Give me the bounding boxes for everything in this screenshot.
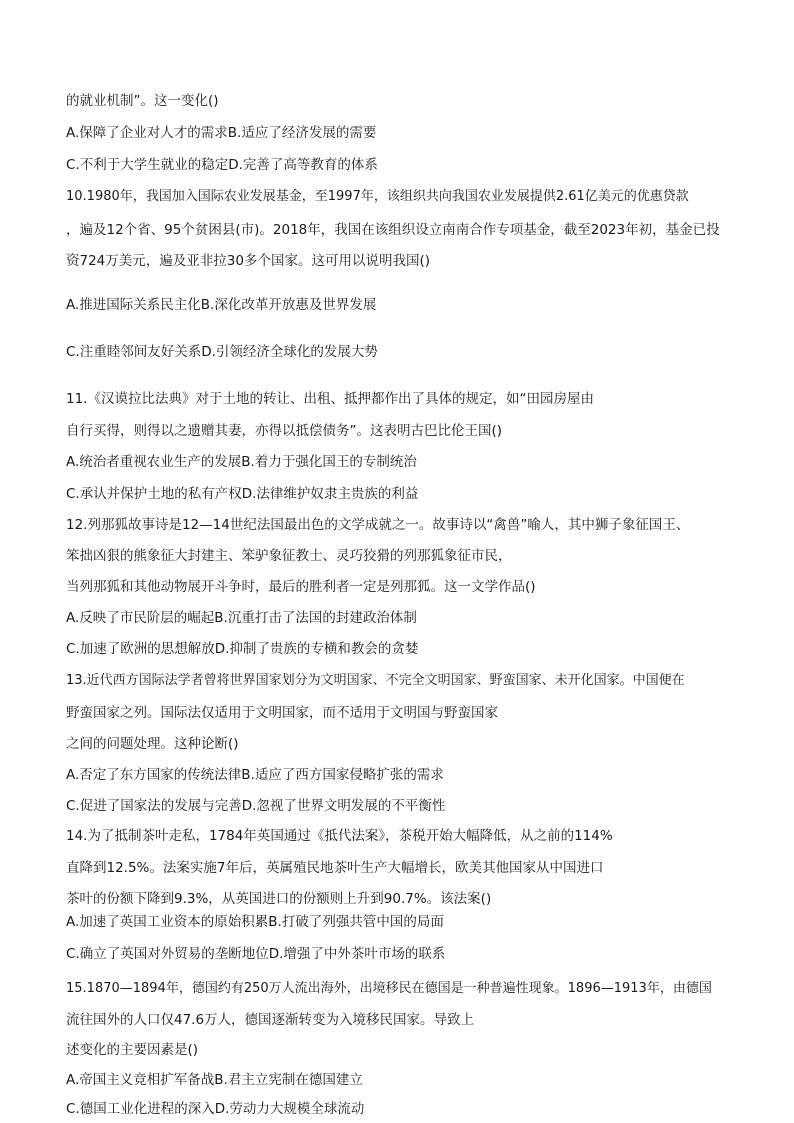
- q10-options-ab: A.推进国际关系民主化B.深化改革开放惠及世界发展: [66, 297, 377, 313]
- q15-stem-line2: 流往国外的人口仅47.6万人，德国逐渐转变为入境移民国家。导致上: [66, 1012, 475, 1028]
- q10-stem-line3: 资724万美元，遍及亚非拉30多个国家。这可用以说明我国(): [66, 253, 430, 269]
- q14-options-ab: A.加速了英国工业资本的原始积累B.打破了列强共管中国的局面: [66, 914, 444, 930]
- q14-options-cd: C.确立了英国对外贸易的垄断地位D.增强了中外茶叶市场的联系: [66, 946, 446, 962]
- q14-stem-line3: 茶叶的份额下降到9.3%，从英国进口的份额则上升到90.7%。该法案(): [66, 891, 492, 907]
- q9-stem-end: 的就业机制”。这一变化(): [66, 93, 219, 109]
- q10-stem-line2: ，遍及12个省、95个贫困县(市)。2018年，我国在该组织设立南南合作专项基金，截至2023年初，基金已投: [66, 222, 720, 238]
- q13-options-cd: C.促进了国家法的发展与完善D.忽视了世界文明发展的不平衡性: [66, 798, 446, 814]
- q11-options-ab: A.统治者重视农业生产的发展B.着力于强化国王的专制统治: [66, 454, 417, 470]
- q11-options-cd: C.承认并保护土地的私有产权D.法律维护奴隶主贵族的利益: [66, 486, 419, 502]
- q15-options-cd: C.德国工业化进程的深入D.劳动力大规模全球流动: [66, 1101, 365, 1117]
- q12-options-cd: C.加速了欧洲的思想解放D.抑制了贵族的专横和教会的贪婪: [66, 641, 419, 657]
- q10-stem-line1: 10.1980年，我国加入国际农业发展基金，至1997年，该组织共向我国农业发展提供2.61亿美元的优惠贷款: [66, 189, 689, 204]
- q12-stem-line3: 当列那狐和其他动物展开斗争时，最后的胜利者一定是列那狐。这一文学作品(): [66, 579, 536, 595]
- q11-stem-line2: 自行买得，则得以之遗赠其妻，亦得以抵偿债务”。这表明古巴比伦王国(): [66, 423, 503, 439]
- q9-options-ab: A.保障了企业对人才的需求B.适应了经济发展的需要: [66, 125, 377, 141]
- q15-stem-line1: 15.1870—1894年，德国约有250万人流出海外，出境移民在德国是一种普遍性现象。1896—1913年，由德国: [66, 981, 712, 996]
- q14-stem-line2: 直降到12.5%。法案实施7年后，英属殖民地茶叶生产大幅增长，欧美其他国家从中国进口: [66, 860, 604, 876]
- q13-stem-line2: 野蛮国家之列。国际法仅适用于文明国家，而不适用于文明国与野蛮国家: [66, 705, 498, 721]
- q14-stem-line1: 14.为了抵制茶叶走私，1784年英国通过《抵代法案》，茶税开始大幅降低，从之前的114%: [66, 828, 613, 844]
- q13-stem-line1: 13.近代西方国际法学者曾将世界国家划分为文明国家、不完全文明国家、野蛮国家、未开化国家。中国便在: [66, 673, 685, 688]
- q13-stem-line3: 之间的问题处理。这种论断(): [66, 736, 239, 752]
- q13-options-ab: A.否定了东方国家的传统法律B.适应了西方国家侵略扩张的需求: [66, 767, 444, 783]
- q15-stem-line3: 述变化的主要因素是(): [66, 1042, 199, 1058]
- q10-options-cd: C.注重睦邻间友好关系D.引领经济全球化的发展大势: [66, 344, 378, 360]
- q12-stem-line1: 12.列那狐故事诗是12—14世纪法国最出色的文学成就之一。故事诗以“禽兽”喻人，其中狮子象征国王、: [66, 517, 690, 533]
- q12-options-ab: A.反映了市民阶层的崛起B.沉重打击了法国的封建政治体制: [66, 610, 417, 626]
- q12-stem-line2: 笨拙凶狠的熊象征大封建主、笨驴象征教士、灵巧狡猾的列那狐象征市民，: [66, 548, 512, 564]
- q11-stem-line1: 11.《汉谟拉比法典》对于土地的转让、出租、抵押都作出了具体的规定，如“田园房屋由: [66, 391, 594, 407]
- q9-options-cd: C.不利于大学生就业的稳定D.完善了高等教育的体系: [66, 157, 378, 173]
- q15-options-ab: A.帝国主义竞相扩军备战B.君主立宪制在德国建立: [66, 1072, 363, 1088]
